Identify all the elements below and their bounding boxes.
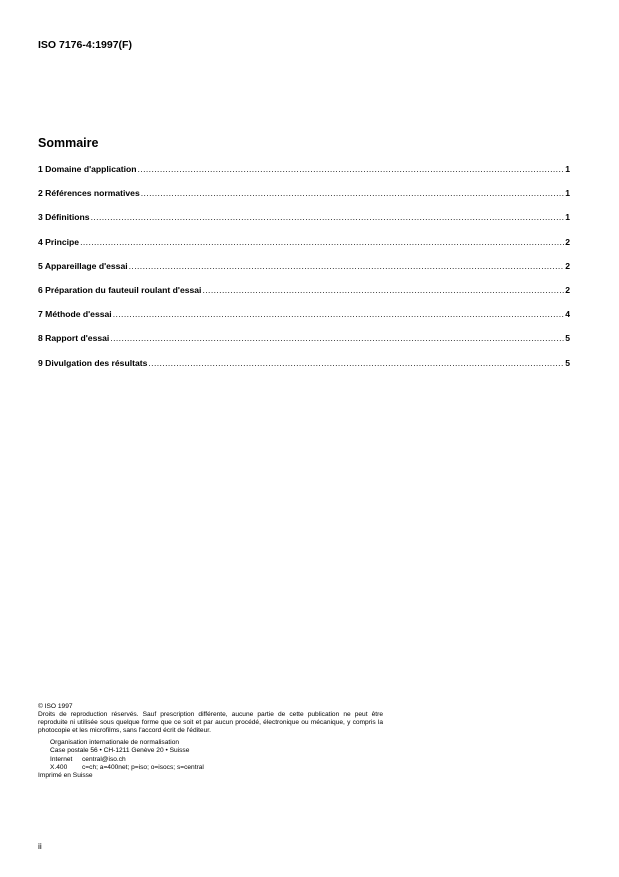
toc-entry-page: 2 bbox=[565, 284, 570, 295]
page-number: ii bbox=[38, 841, 42, 851]
toc-entry[interactable] bbox=[38, 188, 570, 212]
toc-entry-label: 1 Domaine d'application bbox=[38, 164, 137, 174]
toc-entry-page: 2 bbox=[565, 260, 570, 271]
internet-address: central@iso.ch bbox=[82, 755, 126, 763]
document-identifier: ISO 7176-4:1997(F) bbox=[38, 39, 132, 51]
toc-title: Sommaire bbox=[38, 136, 99, 150]
toc-entry-label: 5 Appareillage d'essai bbox=[38, 260, 128, 271]
toc-entry-label: 2 Références normatives bbox=[38, 188, 140, 199]
rights-statement: Droits de reproduction réservés. Sauf prescription différente, aucune partie de cette publication ne peut être reproduite ni utilisée sous quelque forme que ce soit et par aucun procédé, électronique ou mécanique, y compris la photocopie et les microfilms, sans l'accord écrit de l'éditeur. bbox=[38, 711, 383, 735]
toc-entry-page: 1 bbox=[565, 212, 570, 223]
toc-leader-dots bbox=[141, 188, 564, 198]
toc-leader-dots bbox=[138, 164, 565, 174]
toc-leader-dots bbox=[80, 237, 564, 247]
toc-entry-page: 1 bbox=[565, 164, 570, 174]
toc-entry[interactable] bbox=[38, 164, 570, 188]
toc-entry-page: 5 bbox=[565, 333, 570, 344]
copyright-block bbox=[38, 703, 383, 780]
toc-entry-label: 4 Principe bbox=[38, 236, 80, 247]
toc-entry[interactable] bbox=[38, 333, 570, 357]
toc-entry[interactable] bbox=[38, 358, 570, 382]
toc-entry-label: 6 Préparation du fauteuil roulant d'essai bbox=[38, 284, 202, 295]
toc-leader-dots bbox=[202, 285, 564, 295]
toc-entry-page: 2 bbox=[565, 236, 570, 247]
toc-leader-dots bbox=[113, 309, 565, 319]
x400-label: X.400 bbox=[50, 763, 68, 771]
x400-address: c=ch; a=400net; p=iso; o=isocs; s=central bbox=[82, 763, 204, 771]
toc-leader-dots bbox=[110, 333, 564, 343]
postal-address: Case postale 56 • CH-1211 Genève 20 • Suisse bbox=[50, 747, 190, 755]
toc-entry-page: 1 bbox=[565, 188, 570, 199]
toc-entry[interactable] bbox=[38, 212, 570, 236]
toc-leader-dots bbox=[91, 212, 565, 222]
toc-entry[interactable] bbox=[38, 237, 570, 261]
toc-entry-page: 4 bbox=[565, 309, 570, 320]
toc-leader-dots bbox=[148, 358, 564, 368]
toc-entry[interactable] bbox=[38, 261, 570, 285]
organisation-name: Organisation internationale de normalisation bbox=[50, 739, 180, 747]
toc-entry[interactable] bbox=[38, 309, 570, 333]
toc-leader-dots bbox=[129, 261, 565, 271]
toc-entry[interactable] bbox=[38, 285, 570, 309]
toc-entry-label: 3 Définitions bbox=[38, 212, 90, 223]
printed-in: Imprimé en Suisse bbox=[38, 771, 93, 779]
table-of-contents bbox=[38, 164, 570, 382]
toc-entry-label: 9 Divulgation des résultats bbox=[38, 357, 148, 368]
internet-label: Internet bbox=[50, 755, 73, 763]
copyright-notice: © ISO 1997 bbox=[38, 703, 73, 710]
toc-entry-label: 8 Rapport d'essai bbox=[38, 333, 110, 344]
publisher-address bbox=[38, 739, 383, 771]
toc-entry-page: 5 bbox=[565, 357, 570, 368]
toc-entry-label: 7 Méthode d'essai bbox=[38, 309, 112, 320]
